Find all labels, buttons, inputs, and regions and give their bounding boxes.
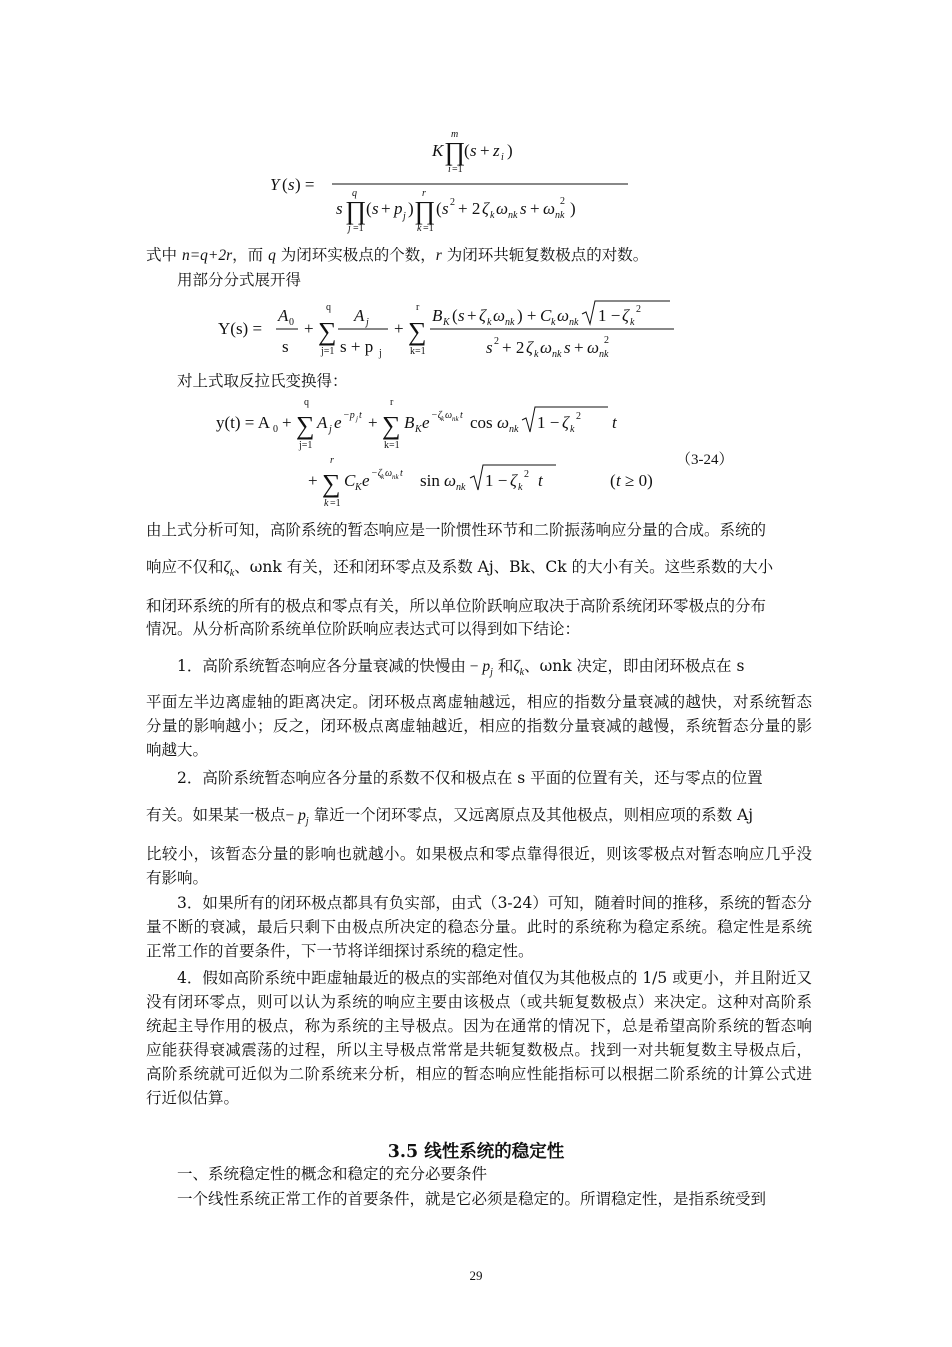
svg-text:): ) <box>408 199 414 218</box>
analysis-line-4: 情况。从分析高阶系统单位阶跃响应表达式可以得到如下结论： <box>146 620 581 638</box>
conclusion-2-line-1: 2．高阶系统暂态响应各分量的系数不仅和极点在 s 平面的位置有关，还与零点的位置 <box>177 769 763 787</box>
svg-text:ω: ω <box>543 199 556 218</box>
paragraph-inverse-laplace: 对上式取反拉氏变换得： <box>177 372 348 390</box>
svg-text:1 −: 1 − <box>485 471 508 490</box>
svg-text:s: s <box>288 175 295 194</box>
svg-text:ω: ω <box>540 338 553 357</box>
svg-text:e: e <box>362 471 370 490</box>
paragraph-where-clause: 式中 n=q+2r，而 q 为闭环实极点的个数，r 为闭环共轭复数极点的对数。 <box>146 246 649 264</box>
svg-text:Y: Y <box>270 175 280 194</box>
conclusion-4: 4．假如高阶系统中距虚轴最近的极点的实部绝对值仅为其他极点的 1/5 或更小，并且附近又没有闭环零点，则可以认为系统的响应主要由该极点（或共轭复数极点）来决定。这种对高阶系统起主导作用的极点，称为系统的主导极点。因为在通常的情况下，总是希望高阶系统的暂态响应能获得衰减震荡的过程，所以主导极点常常是共轭复数极点。找到一对共轭复数主导极点后，高阶系统就可近似为二阶系统来分析，相应的暂态响应性能指标可以根据二阶系统的计算公式进行近似估算。 <box>146 969 812 1107</box>
svg-text:ω: ω <box>445 410 453 421</box>
svg-text:+ 2: + 2 <box>502 338 525 357</box>
svg-text:=1: =1 <box>330 498 341 509</box>
svg-text:2: 2 <box>604 335 609 346</box>
svg-text:nk: nk <box>452 415 459 423</box>
svg-text:=1: =1 <box>353 223 364 234</box>
svg-text:∏: ∏ <box>444 137 466 166</box>
analysis-line-3: 和闭环系统的所有的极点和零点有关，所以单位阶跃响应取决于高阶系统闭环零极点的分布 <box>146 597 767 615</box>
conclusion-2-line-2: 有关。如果某一极点− $p_j$ 靠近一个闭环零点，又远离原点及其他极点，则相应项的系数 Aj <box>146 806 754 828</box>
svg-text:cos: cos <box>470 413 493 432</box>
svg-text:2: 2 <box>494 336 499 347</box>
svg-text:B: B <box>432 306 443 325</box>
svg-text:C: C <box>540 306 552 325</box>
svg-text:+: + <box>530 199 540 218</box>
svg-text:k: k <box>417 223 422 234</box>
svg-text:2: 2 <box>524 469 529 480</box>
svg-text:q: q <box>352 188 357 199</box>
svg-text:nk: nk <box>508 210 518 221</box>
svg-text:2: 2 <box>450 197 455 208</box>
svg-text:nk: nk <box>555 210 565 221</box>
svg-text:=1: =1 <box>423 223 434 234</box>
svg-text:nk: nk <box>456 482 466 493</box>
svg-text:2: 2 <box>560 196 565 207</box>
svg-text:2: 2 <box>576 411 581 422</box>
svg-text:j: j <box>329 424 332 435</box>
svg-text:): ) <box>507 141 513 160</box>
svg-text:s: s <box>282 337 289 356</box>
svg-text:ζ: ζ <box>479 306 486 325</box>
svg-text:(: ( <box>436 199 442 218</box>
svg-text:nk: nk <box>392 473 399 481</box>
svg-text:k: k <box>518 482 523 493</box>
svg-text:r: r <box>330 455 334 466</box>
svg-text:ζ: ζ <box>510 471 517 490</box>
svg-text:ζ: ζ <box>526 338 533 357</box>
svg-text:+ 2: + 2 <box>458 199 481 218</box>
svg-text:(: ( <box>464 141 470 160</box>
svg-text:=1: =1 <box>452 164 463 175</box>
svg-text:k: k <box>490 210 495 221</box>
svg-text:ω: ω <box>496 199 509 218</box>
svg-text:ω: ω <box>587 338 600 357</box>
svg-text:y(t) = A: y(t) = A <box>216 413 270 432</box>
svg-text:+: + <box>381 199 391 218</box>
svg-text:A: A <box>354 306 365 325</box>
svg-text:k: k <box>441 415 445 423</box>
svg-text:+: + <box>394 319 404 338</box>
svg-text:k: k <box>487 317 492 328</box>
svg-text:1 −: 1 − <box>537 413 560 432</box>
svg-text:K: K <box>355 482 362 493</box>
svg-text:) =: ) = <box>295 175 315 194</box>
svg-text:k: k <box>551 317 556 328</box>
svg-text:p: p <box>394 199 403 218</box>
svg-text:∑: ∑ <box>322 469 341 498</box>
svg-text:k: k <box>534 349 539 360</box>
svg-text:−p: −p <box>343 410 355 421</box>
svg-text:r: r <box>390 397 394 408</box>
svg-text:(: ( <box>282 175 288 194</box>
svg-text:K: K <box>415 424 422 435</box>
svg-text:K: K <box>443 317 450 328</box>
svg-text:0: 0 <box>273 424 278 435</box>
svg-text:k: k <box>570 424 575 435</box>
svg-text:+: + <box>467 306 477 325</box>
svg-text:2: 2 <box>636 304 641 315</box>
svg-text:t: t <box>359 410 362 421</box>
svg-text:(: ( <box>452 306 458 325</box>
svg-text:r: r <box>416 302 420 313</box>
svg-text:∑: ∑ <box>318 317 337 346</box>
svg-text:C: C <box>344 471 356 490</box>
subsection-title: 一、系统稳定性的概念和稳定的充分必要条件 <box>177 1165 488 1183</box>
svg-text:t: t <box>538 471 543 490</box>
svg-text:k: k <box>630 317 635 328</box>
paragraph-partial-fraction: 用部分分式展开得 <box>177 271 302 289</box>
conclusion-1-body: 平面左半边离虚轴的距离决定。闭环极点离虚轴越远，相应的指数分量衰减的越快，对系统暂态分量的影响越小；反之，闭环极点离虚轴越近，相应的指数分量衰减的越慢，系统暂态分量的影响越大。 <box>146 693 812 759</box>
analysis-line-2: 响应不仅和$\zeta_k$、ωnk 有关，还和闭环零点及系数 Aj、Bk、Ck 的大小有关。这些系数的大小 <box>146 558 774 580</box>
svg-text:+: + <box>308 471 318 490</box>
stability-intro: 一个线性系统正常工作的首要条件，就是它必须是稳定的。所谓稳定性，是指系统受到 <box>177 1190 767 1208</box>
svg-text:+: + <box>304 319 314 338</box>
svg-text:j: j <box>366 317 369 328</box>
svg-text:r: r <box>422 188 426 199</box>
svg-text:t: t <box>460 410 463 421</box>
svg-text:−ζ: −ζ <box>431 410 442 421</box>
svg-text:ω: ω <box>385 468 393 479</box>
svg-text:s: s <box>470 141 477 160</box>
formula-transfer-function <box>270 128 640 246</box>
svg-text:s: s <box>564 338 571 357</box>
svg-text:B: B <box>404 413 415 432</box>
svg-text:j: j <box>379 348 382 359</box>
formula-partial-fraction <box>218 292 688 364</box>
svg-text:∑: ∑ <box>296 411 315 440</box>
conclusion-2-body: 比较小，该暂态分量的影响也就越小。如果极点和零点靠得很近，则该零极点对暂态响应几乎没有影响。 <box>146 845 812 887</box>
svg-text:+: + <box>574 338 584 357</box>
svg-text:k: k <box>381 473 385 481</box>
svg-text:k=1: k=1 <box>384 440 400 451</box>
svg-text:∏: ∏ <box>345 196 367 225</box>
svg-text:A: A <box>317 413 328 432</box>
svg-text:(: ( <box>366 199 372 218</box>
svg-text:+: + <box>480 141 490 160</box>
svg-text:≥ 0): ≥ 0) <box>625 471 653 490</box>
svg-text:k: k <box>324 498 329 509</box>
conclusion-3: 3．如果所有的闭环极点都具有负实部，由式（3-24）可知，随着时间的推移，系统的暂态分量不断的衰减，最后只剩下由极点所决定的稳态分量。此时的系统称为稳定系统。稳定性是系统正常工作的首要条件，下一节将详细探讨系统的稳定性。 <box>146 894 812 960</box>
svg-text:s: s <box>458 306 465 325</box>
svg-text:s + p: s + p <box>340 337 374 356</box>
svg-text:ω: ω <box>444 471 457 490</box>
svg-text:nk: nk <box>552 349 562 360</box>
svg-text:t: t <box>400 468 403 479</box>
svg-text:nk: nk <box>505 317 515 328</box>
svg-text:ζ: ζ <box>622 306 629 325</box>
svg-text:ω: ω <box>493 306 506 325</box>
svg-text:j: j <box>348 223 351 234</box>
section-heading: 3.5 线性系统的稳定性 <box>387 1142 565 1162</box>
svg-text:t: t <box>612 413 617 432</box>
svg-text:s: s <box>442 199 449 218</box>
svg-text:k=1: k=1 <box>410 346 426 357</box>
formula-time-response <box>216 396 666 516</box>
svg-text:0: 0 <box>289 317 294 328</box>
svg-text:(: ( <box>610 471 616 490</box>
svg-text:j=1: j=1 <box>299 440 313 451</box>
svg-text:m: m <box>451 129 459 140</box>
equation-number: （3-24） <box>676 452 734 468</box>
svg-text:e: e <box>334 413 342 432</box>
svg-text:): ) <box>570 199 576 218</box>
svg-text:ω: ω <box>557 306 570 325</box>
svg-text:∑: ∑ <box>382 411 401 440</box>
svg-text:+: + <box>282 413 292 432</box>
svg-text:s: s <box>336 199 343 218</box>
svg-text:s: s <box>520 199 527 218</box>
svg-text:A: A <box>278 306 289 325</box>
svg-text:i: i <box>501 152 504 163</box>
svg-text:) +: ) + <box>517 306 537 325</box>
svg-text:q: q <box>326 302 331 313</box>
svg-text:Y(s) =: Y(s) = <box>218 319 263 338</box>
page-number: 29 <box>469 1268 483 1283</box>
svg-text:i: i <box>448 164 451 175</box>
svg-text:j: j <box>403 211 406 222</box>
svg-text:j=1: j=1 <box>321 346 335 357</box>
svg-text:s: s <box>486 338 493 357</box>
svg-text:−ζ: −ζ <box>371 468 382 479</box>
svg-text:s: s <box>372 199 379 218</box>
svg-text:ω: ω <box>497 413 510 432</box>
svg-text:nk: nk <box>509 424 519 435</box>
svg-text:z: z <box>493 141 500 160</box>
svg-text:+: + <box>368 413 378 432</box>
svg-text:K: K <box>432 141 444 160</box>
svg-text:∏: ∏ <box>414 196 436 225</box>
svg-text:t: t <box>616 471 621 490</box>
svg-text:nk: nk <box>599 349 609 360</box>
svg-text:nk: nk <box>569 317 579 328</box>
svg-text:j: j <box>356 415 358 423</box>
conclusion-1-line-1: 1．高阶系统暂态响应各分量衰减的快慢由 − $p_j$ 和$\zeta_k$、ωnk 决定，即由闭环极点在 s <box>177 657 745 679</box>
svg-text:ζ: ζ <box>482 199 489 218</box>
svg-text:1 −: 1 − <box>598 306 621 325</box>
svg-text:e: e <box>422 413 430 432</box>
svg-text:q: q <box>304 397 309 408</box>
svg-text:sin: sin <box>420 471 440 490</box>
svg-text:ζ: ζ <box>562 413 569 432</box>
svg-text:∑: ∑ <box>408 317 427 346</box>
analysis-line-1: 由上式分析可知，高阶系统的暂态响应是一阶惯性环节和二阶振荡响应分量的合成。系统的 <box>146 521 767 539</box>
